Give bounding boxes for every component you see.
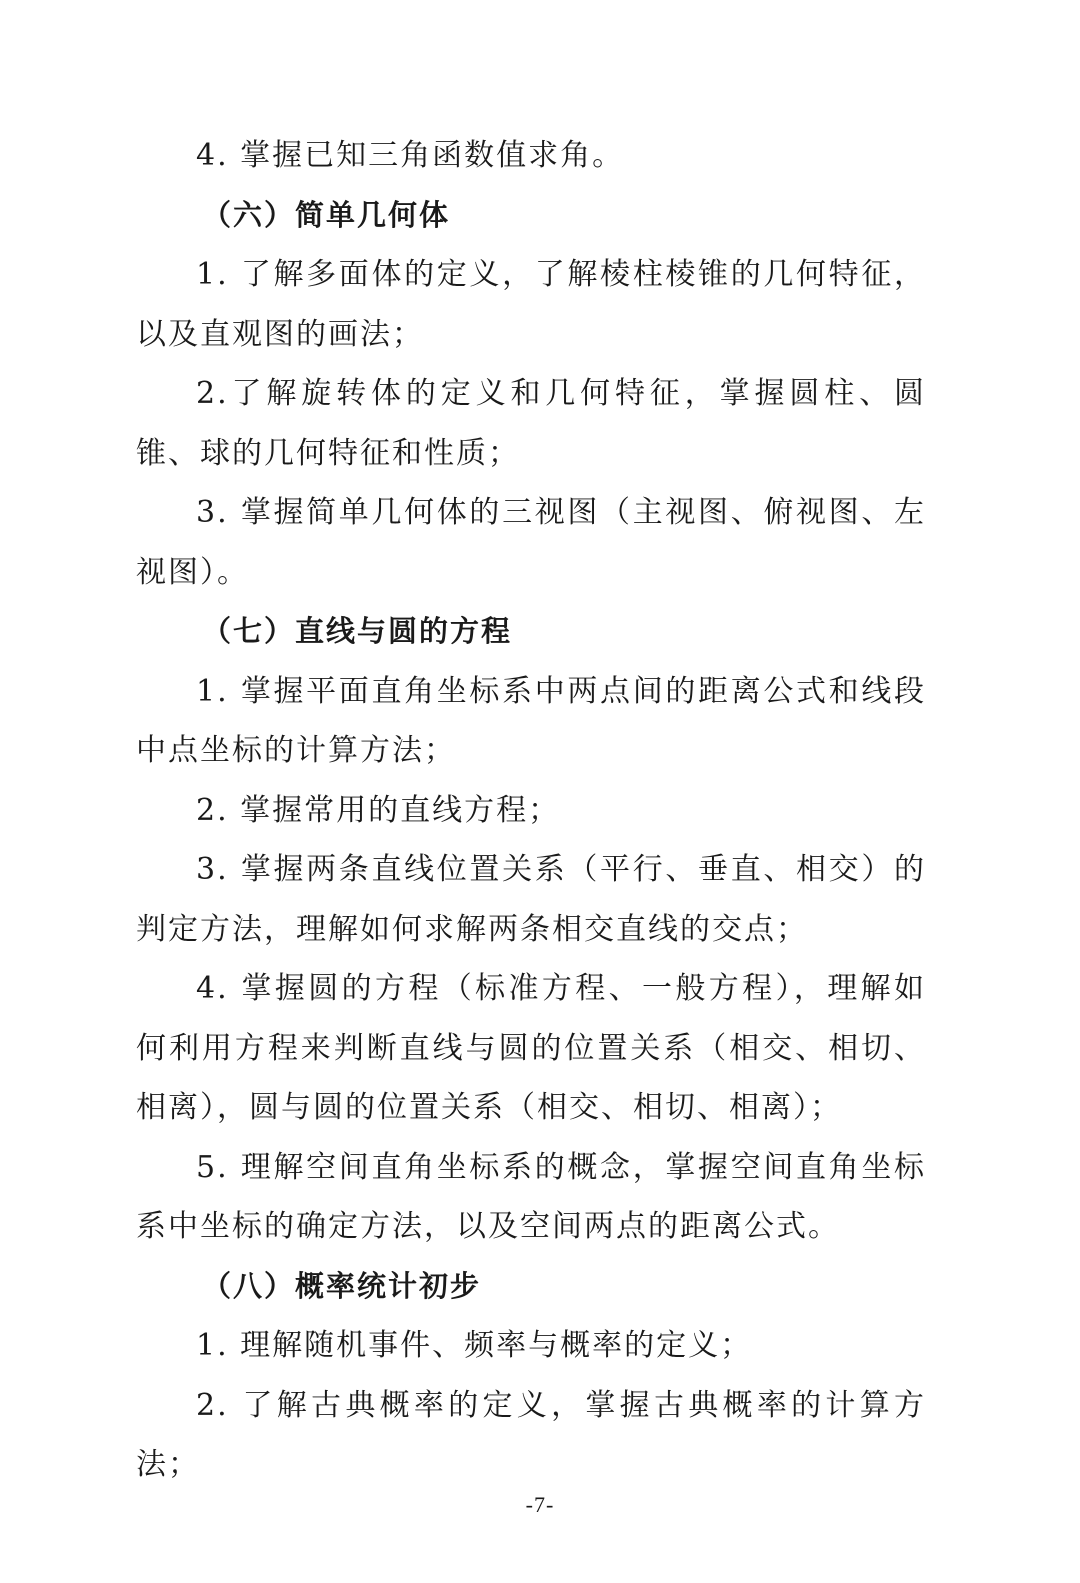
list-item: 2.了解旋转体的定义和几何特征，掌握圆柱、圆锥、球的几何特征和性质； <box>136 376 926 471</box>
list-item: 4. 掌握已知三角函数值求角。 <box>196 138 625 173</box>
list-item: 3. 掌握两条直线位置关系（平行、垂直、相交）的判定方法，理解如何求解两条相交直线的交点； <box>136 852 926 947</box>
section-heading: （八）概率统计初步 <box>202 1268 482 1303</box>
page-number: -7- <box>525 1492 555 1517</box>
list-item: 2. 掌握常用的直线方程； <box>196 792 561 828</box>
list-item: 1. 理解随机事件、频率与概率的定义； <box>196 1328 753 1363</box>
list-item: 3. 掌握简单几何体的三视图（主视图、俯视图、左视图）。 <box>136 495 926 590</box>
list-item: 2. 了解古典概率的定义，掌握古典概率的计算方法； <box>136 1387 926 1482</box>
list-item: 4. 掌握圆的方程（标准方程、一般方程），理解如何利用方程来判断直线与圆的位置关系（相交、相切、相离），圆与圆的位置关系（相交、相切、相离）； <box>136 971 926 1125</box>
document-body <box>136 126 926 1495</box>
section-heading: （七）直线与圆的方程 <box>202 614 513 648</box>
list-item: 1. 掌握平面直角坐标系中两点间的距离公式和线段中点坐标的计算方法； <box>136 673 926 768</box>
section-heading: （六）简单几何体 <box>202 197 451 232</box>
list-item: 1. 了解多面体的定义，了解棱柱棱锥的几何特征，以及直观图的画法； <box>136 257 926 352</box>
list-item: 5. 理解空间直角坐标系的概念，掌握空间直角坐标系中坐标的确定方法，以及空间两点的距离公式。 <box>136 1149 926 1244</box>
